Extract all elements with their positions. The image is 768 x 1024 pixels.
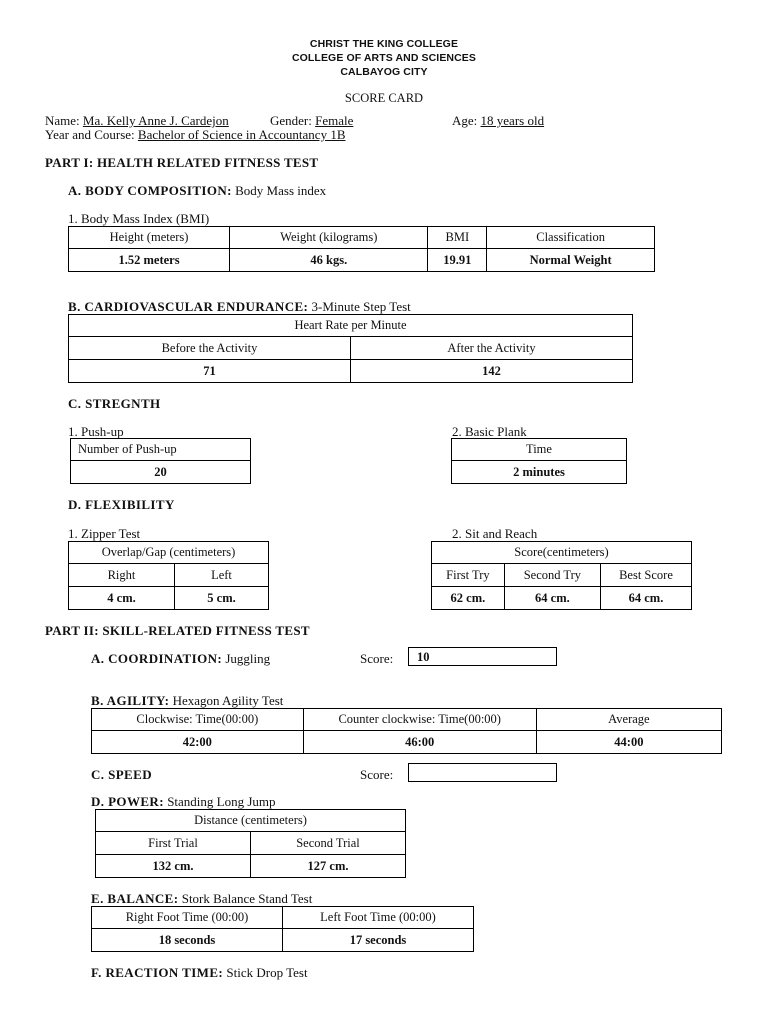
pushup-value: 20 <box>71 461 251 484</box>
pushup-table <box>70 438 251 484</box>
flexibility-heading <box>68 497 175 513</box>
power-label: D. POWER: <box>91 794 164 809</box>
cardio-header-after: After the Activity <box>351 337 633 360</box>
agility-desc: Hexagon Agility Test <box>172 693 284 708</box>
pushup-subheading: 1. Push-up <box>68 424 124 439</box>
agility-heading <box>91 693 283 709</box>
coordination-score-box[interactable]: 10 <box>408 647 557 666</box>
cardio-value-after: 142 <box>351 360 633 383</box>
plank-table <box>451 438 627 484</box>
part2-title: PART II: SKILL-RELATED FITNESS TEST <box>45 623 310 638</box>
balance-value-left: 17 seconds <box>283 929 474 952</box>
age-value: 18 years old <box>480 113 545 128</box>
cardio-heading <box>68 299 411 315</box>
sit-reach-group-header: Score(centimeters) <box>432 542 692 564</box>
speed-label: C. SPEED <box>91 767 152 782</box>
body-composition-desc: Body Mass index <box>235 183 327 198</box>
speed-score-box[interactable] <box>408 763 557 782</box>
course-value: Bachelor of Science in Accountancy 1B <box>137 127 346 142</box>
sit-reach-header-first: First Try <box>432 564 505 587</box>
zipper-header-right: Right <box>69 564 175 587</box>
zipper-header-left: Left <box>175 564 269 587</box>
zipper-table <box>68 541 269 610</box>
bmi-table <box>68 226 655 272</box>
flexibility-label: D. FLEXIBILITY <box>68 497 175 512</box>
cardio-group-header: Heart Rate per Minute <box>69 315 633 337</box>
sit-reach-value-second: 64 cm. <box>504 587 600 610</box>
balance-header-left: Left Foot Time (00:00) <box>283 907 474 929</box>
age-label: Age: <box>452 113 478 128</box>
strength-heading <box>68 396 161 412</box>
power-header-first: First Trial <box>96 832 251 855</box>
cardio-value-before: 71 <box>69 360 351 383</box>
sit-reach-table <box>431 541 692 610</box>
bmi-value-height: 1.52 meters <box>69 249 230 272</box>
bmi-header-classification: Classification <box>487 227 655 249</box>
agility-header-clockwise: Clockwise: Time(00:00) <box>92 709 304 731</box>
name-label: Name: <box>45 113 80 128</box>
course-label: Year and Course: <box>45 127 135 142</box>
speed-score-label: Score: <box>360 767 394 782</box>
school-name: CHRIST THE KING COLLEGE <box>309 38 459 50</box>
balance-heading <box>91 891 312 907</box>
agility-label: B. AGILITY: <box>91 693 170 708</box>
speed-heading <box>91 767 152 783</box>
bmi-header-bmi: BMI <box>428 227 487 249</box>
zipper-group-header: Overlap/Gap (centimeters) <box>69 542 269 564</box>
cardio-label: B. CARDIOVASCULAR ENDURANCE: <box>68 299 309 314</box>
zipper-subheading: 1. Zipper Test <box>68 526 141 541</box>
cardio-desc: 3-Minute Step Test <box>311 299 411 314</box>
balance-header-right: Right Foot Time (00:00) <box>92 907 283 929</box>
power-header-second: Second Trial <box>251 832 406 855</box>
zipper-value-left: 5 cm. <box>175 587 269 610</box>
power-desc: Standing Long Jump <box>167 794 276 809</box>
age-line <box>452 113 544 129</box>
plank-value: 2 minutes <box>452 461 627 484</box>
balance-desc: Stork Balance Stand Test <box>181 891 313 906</box>
pushup-header: Number of Push-up <box>71 439 251 461</box>
agility-table <box>91 708 722 754</box>
bmi-value-bmi: 19.91 <box>428 249 487 272</box>
plank-subheading: 2. Basic Plank <box>452 424 527 439</box>
strength-label: C. STREGNTH <box>68 396 161 411</box>
name-value: Ma. Kelly Anne J. Cardejon <box>82 113 229 128</box>
reaction-desc: Stick Drop Test <box>226 965 308 980</box>
body-composition-heading <box>68 183 326 199</box>
college-name: COLLEGE OF ARTS AND SCIENCES <box>291 52 477 64</box>
balance-value-right: 18 seconds <box>92 929 283 952</box>
bmi-header-height: Height (meters) <box>69 227 230 249</box>
sit-reach-subheading: 2. Sit and Reach <box>452 526 538 541</box>
balance-label: E. BALANCE: <box>91 891 179 906</box>
coordination-desc: Juggling <box>225 651 271 666</box>
power-group-header: Distance (centimeters) <box>96 810 406 832</box>
plank-header: Time <box>452 439 627 461</box>
coordination-score-label: Score: <box>360 651 394 666</box>
coordination-heading <box>91 651 270 667</box>
coordination-label: A. COORDINATION: <box>91 651 223 666</box>
agility-value-counter: 46:00 <box>303 731 536 754</box>
sit-reach-value-first: 62 cm. <box>432 587 505 610</box>
power-heading <box>91 794 276 810</box>
bmi-subheading: 1. Body Mass Index (BMI) <box>68 211 210 226</box>
course-line <box>45 127 346 143</box>
cardio-table <box>68 314 633 383</box>
bmi-value-weight: 46 kgs. <box>230 249 428 272</box>
reaction-heading <box>91 965 308 981</box>
bmi-header-weight: Weight (kilograms) <box>230 227 428 249</box>
sit-reach-header-best: Best Score <box>600 564 691 587</box>
city-name: CALBAYOG CITY <box>340 66 428 78</box>
gender-label: Gender: <box>270 113 312 128</box>
balance-table <box>91 906 474 952</box>
agility-value-average: 44:00 <box>536 731 721 754</box>
sit-reach-header-second: Second Try <box>504 564 600 587</box>
bmi-value-classification: Normal Weight <box>487 249 655 272</box>
cardio-header-before: Before the Activity <box>69 337 351 360</box>
body-composition-label: A. BODY COMPOSITION: <box>68 183 232 198</box>
power-table <box>95 809 406 878</box>
reaction-label: F. REACTION TIME: <box>91 965 224 980</box>
power-value-second: 127 cm. <box>251 855 406 878</box>
agility-header-average: Average <box>536 709 721 731</box>
zipper-value-right: 4 cm. <box>69 587 175 610</box>
gender-value: Female <box>315 113 354 128</box>
document-title: SCORE CARD <box>344 91 424 105</box>
sit-reach-value-best: 64 cm. <box>600 587 691 610</box>
agility-header-counter: Counter clockwise: Time(00:00) <box>303 709 536 731</box>
power-value-first: 132 cm. <box>96 855 251 878</box>
agility-value-clockwise: 42:00 <box>92 731 304 754</box>
part1-title: PART I: HEALTH RELATED FITNESS TEST <box>45 155 319 170</box>
